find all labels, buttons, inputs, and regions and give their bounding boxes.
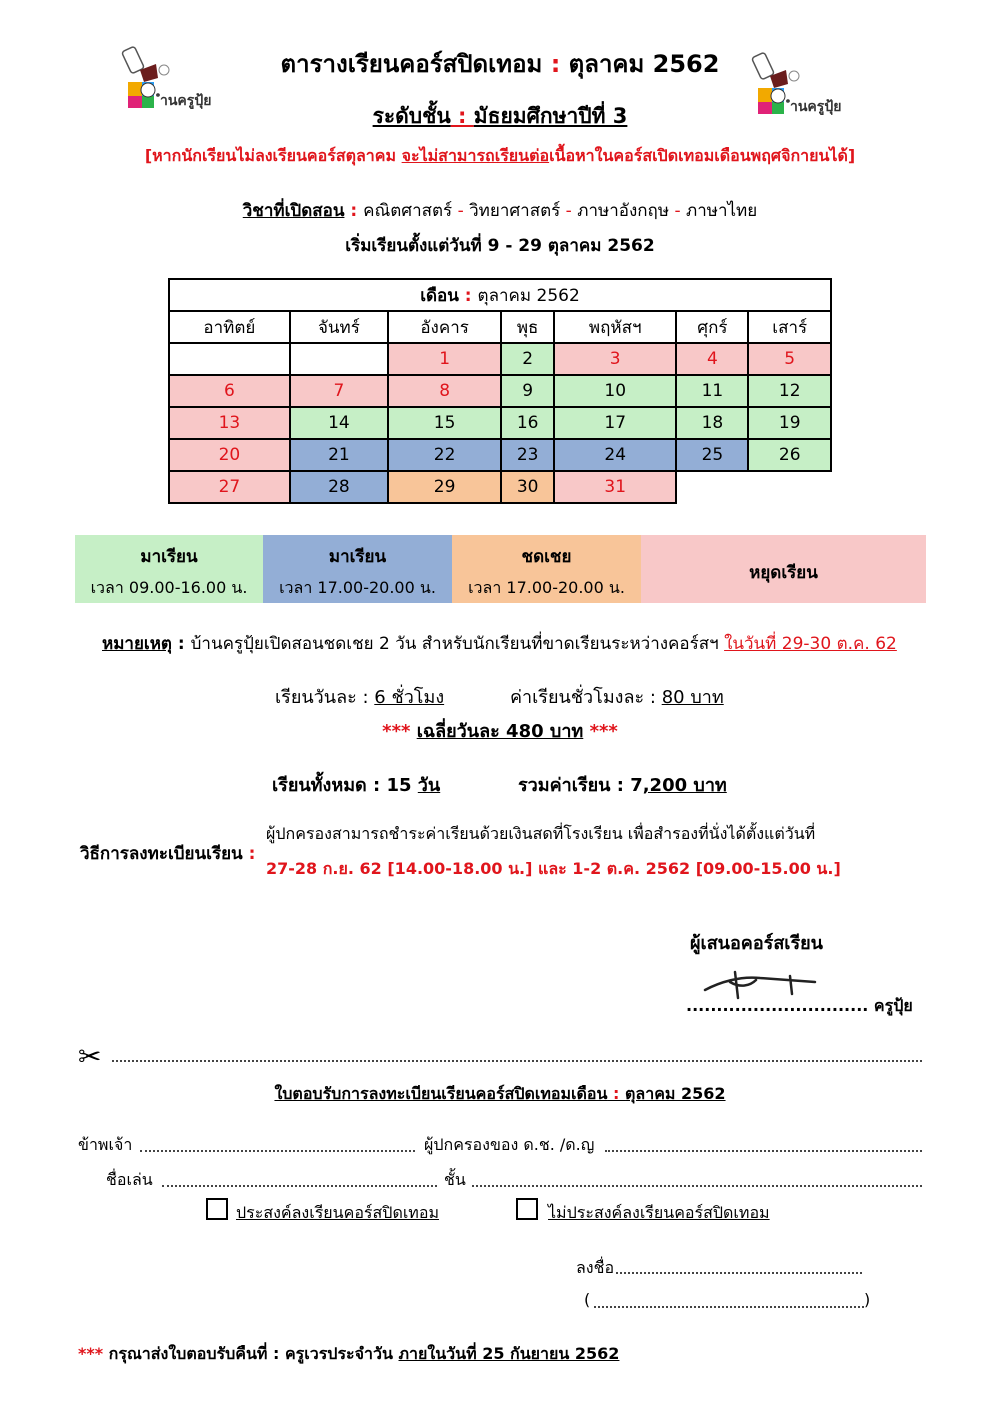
weekday-header: อังคาร	[388, 311, 501, 343]
weekday-header: เสาร์	[748, 311, 831, 343]
grade-label: ชั้น	[444, 1170, 466, 1189]
calendar-day-cell: 2	[501, 343, 554, 375]
total-days: เรียนทั้งหมด : 15 วัน	[272, 775, 441, 796]
calendar-table	[168, 278, 832, 504]
weekday-header: พฤหัสฯ	[554, 311, 676, 343]
calendar-day-cell: 9	[501, 375, 554, 407]
weekday-row	[169, 311, 831, 343]
me-field[interactable]	[140, 1150, 415, 1152]
legend-holiday: หยุดเรียน	[641, 535, 926, 603]
calendar-day-cell: 16	[501, 407, 554, 439]
daily-average: *** เฉลี่ยวันละ 480 บาท ***	[382, 721, 618, 742]
calendar-day-cell: 5	[748, 343, 831, 375]
hourly-rate: ค่าเรียนชั่วโมงละ : 80 บาท	[510, 687, 724, 708]
enroll-option-label: ประสงค์ลงเรียนคอร์สปิดเทอม	[236, 1203, 440, 1222]
scissors-icon: ✂	[78, 1040, 102, 1073]
calendar-day-cell: 15	[388, 407, 501, 439]
calendar-day-cell: 22	[388, 439, 501, 471]
subjects-line: วิชาที่เปิดสอน : คณิตศาสตร์ - วิทยาศาสตร์ - ภาษาอังกฤษ - ภาษาไทย	[242, 201, 758, 221]
weekday-header: จันทร์	[290, 311, 388, 343]
paren-close: )	[864, 1290, 871, 1309]
calendar-day-cell: 30	[501, 471, 554, 503]
nickname-field[interactable]	[162, 1185, 437, 1187]
calendar-day-cell: 1	[388, 343, 501, 375]
legend-makeup: ชดเชย เวลา 17.00-20.00 น.	[452, 535, 641, 603]
calendar-day-cell: 24	[554, 439, 676, 471]
hours-per-day: เรียนวันละ : 6 ชั่วโมง	[275, 687, 445, 708]
calendar-day-cell: 18	[676, 407, 748, 439]
page-title: ตารางเรียนคอร์สปิดเทอม : ตุลาคม 2562	[280, 50, 720, 78]
calendar-week-row	[169, 439, 831, 471]
calendar-day-cell: 8	[388, 375, 501, 407]
logo-caption: ำนครูปุ้ย	[160, 93, 212, 109]
me-label: ข้าพเจ้า	[78, 1135, 133, 1154]
calendar-day-cell: 21	[290, 439, 388, 471]
calendar-day-cell: 11	[676, 375, 748, 407]
calendar-week-row	[169, 407, 831, 439]
weekday-header: พุธ	[501, 311, 554, 343]
legend-study-evening: มาเรียน เวลา 17.00-20.00 น.	[263, 535, 452, 603]
sign-field[interactable]	[616, 1272, 862, 1274]
calendar-day-cell: 31	[554, 471, 676, 503]
calendar-empty-cell	[748, 471, 831, 503]
calendar-day-cell: 27	[169, 471, 290, 503]
weekday-header: ศุกร์	[676, 311, 748, 343]
weekday-header: อาทิตย์	[169, 311, 290, 343]
calendar-week-row	[169, 375, 831, 407]
sign-label: ลงชื่อ	[576, 1258, 615, 1277]
calendar-day-cell: 7	[290, 375, 388, 407]
total-fee: รวมค่าเรียน : 7,200 บาท	[518, 775, 727, 796]
calendar-day-cell: 3	[554, 343, 676, 375]
registration-label: วิธีการลงทะเบียนเรียน :	[80, 844, 256, 864]
calendar-empty-cell	[676, 471, 748, 503]
proposer-label: ผู้เสนอคอร์สเรียน	[690, 933, 823, 954]
nickname-label: ชื่อเล่น	[106, 1170, 153, 1189]
warning-line: [หากนักเรียนไม่ลงเรียนคอร์สตุลาคม จะไม่สามารถเรียนต่อเนื้อหาในคอร์สเปิดเทอมเดือนพฤศจิกายนได้]	[144, 146, 856, 165]
grade-field[interactable]	[472, 1185, 922, 1187]
calendar-week-row	[169, 471, 831, 503]
note-line: หมายเหตุ : บ้านครูปุ้ยเปิดสอนชดเชย 2 วัน สำหรับนักเรียนที่ขาดเรียนระหว่างคอร์สฯ ในวันที่ 29-30 ต.ค. 62	[102, 634, 897, 654]
calendar-day-cell: 26	[748, 439, 831, 471]
calendar-day-cell: 10	[554, 375, 676, 407]
calendar-day-cell: 28	[290, 471, 388, 503]
start-date-line: เริ่มเรียนตั้งแต่วันที่ 9 - 29 ตุลาคม 2562	[345, 236, 655, 256]
calendar-day-cell: 14	[290, 407, 388, 439]
calendar-day-cell: 12	[748, 375, 831, 407]
registration-line-2: 27-28 ก.ย. 62 [14.00-18.00 น.] และ 1-2 ต.ค. 2562 [09.00-15.00 น.]	[266, 859, 841, 878]
reply-form-title: ใบตอบรับการลงทะเบียนเรียนคอร์สปิดเทอมเดือน : ตุลาคม 2562	[274, 1084, 726, 1103]
signature-line: .............................. ครูปุ้ย	[686, 996, 913, 1015]
cut-line	[112, 1060, 922, 1062]
calendar-day-cell: 19	[748, 407, 831, 439]
calendar-week-row	[169, 343, 831, 375]
legend-study-day: มาเรียน เวลา 09.00-16.00 น.	[75, 535, 263, 603]
calendar-day-cell: 4	[676, 343, 748, 375]
level-line: ระดับชั้น : มัธยมศึกษาปีที่ 3	[372, 104, 628, 128]
checkbox-decline[interactable]	[516, 1198, 538, 1220]
calendar-month-header: เดือน : ตุลาคม 2562	[169, 279, 831, 311]
registration-line-1: ผู้ปกครองสามารถชำระค่าเรียนด้วยเงินสดที่โรงเรียน เพื่อสำรองที่นั่งได้ตั้งแต่วันที่	[266, 824, 816, 843]
calendar-body	[169, 343, 831, 503]
decline-option-label: ไม่ประสงค์ลงเรียนคอร์สปิดเทอม	[548, 1203, 770, 1222]
calendar-day-cell: 6	[169, 375, 290, 407]
guardian-label: ผู้ปกครองของ ด.ช. /ด.ญ	[424, 1135, 595, 1154]
printed-name-field[interactable]	[594, 1306, 864, 1308]
logo-caption: ำนครูปุ้ย	[790, 99, 842, 115]
calendar-day-cell: 25	[676, 439, 748, 471]
calendar-day-cell: 17	[554, 407, 676, 439]
calendar-day-cell: 20	[169, 439, 290, 471]
calendar-day-cell: 29	[388, 471, 501, 503]
footer-note: *** กรุณาส่งใบตอบรับคืนที่ : ครูเวรประจำวัน ภายในวันที่ 25 กันยายน 2562	[78, 1344, 620, 1363]
calendar-day-cell: 13	[169, 407, 290, 439]
calendar-empty-cell	[290, 343, 388, 375]
calendar-empty-cell	[169, 343, 290, 375]
calendar-day-cell: 23	[501, 439, 554, 471]
student-name-field[interactable]	[605, 1150, 922, 1152]
checkbox-enroll[interactable]	[206, 1198, 228, 1220]
paren-open: (	[584, 1290, 591, 1309]
